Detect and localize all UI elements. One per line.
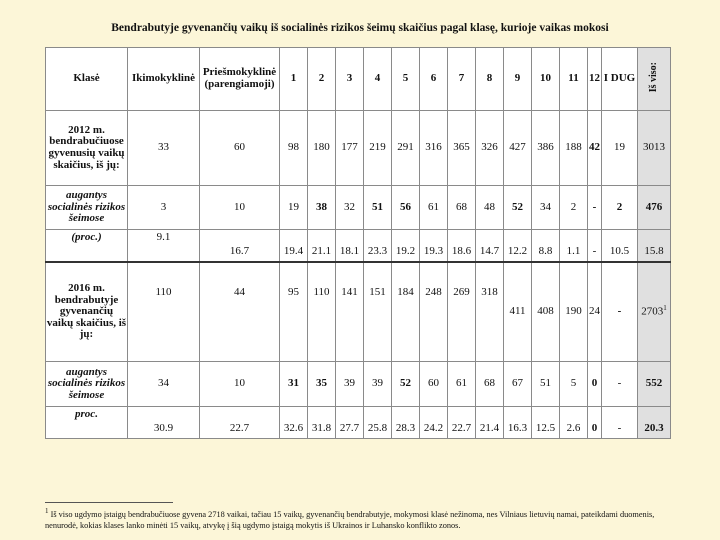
table-cell: 31 [280,362,308,407]
table-cell: 67 [504,362,532,407]
table-cell: 42 [588,111,602,186]
table-row [46,186,671,230]
table-cell: 408 [532,262,560,362]
table-cell: 19.4 [280,230,308,263]
footnote-mark: 1 [45,507,49,515]
header-cell: 4 [364,48,392,111]
table-cell: 39 [336,362,364,407]
table-cell: 2 [560,186,588,230]
table-cell: 18.1 [336,230,364,263]
table-header-row [46,48,671,111]
table-cell: 21.4 [476,407,504,439]
table-cell: 98 [280,111,308,186]
table-cell: 21.1 [308,230,336,263]
table-cell: 8.8 [532,230,560,263]
table-row [46,262,671,362]
table-cell: 16.3 [504,407,532,439]
table-cell: 32 [336,186,364,230]
footnote-text: Iš viso ugdymo įstaigų bendrabučiuose gyvena 2718 vaikai, tačiau 15 vaikų, gyvenančių bendrabutyje, mokymosi klasė nežinoma, nes Vilniaus lietuvių namai, pateikdami duomenis, nenurodė, kokias klases lanko minėti 15 vaikų, atvykę į šią ugdymo įstaigą mokytis iš Ukrainos ir Luhansko konflikto zonos. [45,509,655,530]
header-cell: 6 [420,48,448,111]
table-cell: 18.6 [448,230,476,263]
table-cell: 10 [200,362,280,407]
table-cell: 184 [392,262,420,362]
table-cell: 61 [420,186,448,230]
header-cell: 10 [532,48,560,111]
table-cell: 60 [420,362,448,407]
table-cell: 151 [364,262,392,362]
table-cell: 16.7 [200,230,280,263]
table-cell: 51 [364,186,392,230]
table-cell: 12.5 [532,407,560,439]
table-cell: - [602,407,638,439]
table-cell: 14.7 [476,230,504,263]
row-label: augantys socialinės rizikos šeimose [46,362,128,407]
table-cell: - [602,262,638,362]
table-cell: 2.6 [560,407,588,439]
footnote [45,507,685,531]
table-cell: 269 [448,262,476,362]
table-cell: 56 [392,186,420,230]
table-cell: 44 [200,262,280,362]
row-label: proc. [46,407,128,439]
table-cell: 68 [448,186,476,230]
table-cell: 25.8 [364,407,392,439]
table-cell: 411 [504,262,532,362]
total-cell: 20.3 [638,407,671,439]
table-cell: - [602,362,638,407]
table-cell: 35 [308,362,336,407]
table-cell: 19 [280,186,308,230]
header-cell: Klasė [46,48,128,111]
table-cell: - [588,230,602,263]
table-row [46,362,671,407]
table-cell: 427 [504,111,532,186]
table-cell: 188 [560,111,588,186]
table-cell: 34 [128,362,200,407]
table-cell: 23.3 [364,230,392,263]
table-cell: 52 [392,362,420,407]
table-cell: 177 [336,111,364,186]
data-table [45,47,671,439]
table-row [46,111,671,186]
table-cell: 34 [532,186,560,230]
header-cell: 1 [280,48,308,111]
table-cell: 51 [532,362,560,407]
header-cell: 9 [504,48,532,111]
row-label: augantys socialinės rizikos šeimose [46,186,128,230]
total-cell: 2703$^1$ [638,262,671,362]
table-cell: 68 [476,362,504,407]
total-cell: 15.8 [638,230,671,263]
table-cell: 110 [308,262,336,362]
table-cell: 39 [364,362,392,407]
header-cell: 5 [392,48,420,111]
table-cell: 365 [448,111,476,186]
table-cell: 10.5 [602,230,638,263]
table-cell: 32.6 [280,407,308,439]
table-cell: 5 [560,362,588,407]
row-label: 2016 m. bendrabutyje gyvenančių vaikų skaičius, iš jų: [46,262,128,362]
header-cell: 11 [560,48,588,111]
table-cell: 1.1 [560,230,588,263]
table-cell: 2 [602,186,638,230]
footnote-divider [45,502,173,503]
table-cell: 22.7 [448,407,476,439]
table-cell: 326 [476,111,504,186]
table-cell: 27.7 [336,407,364,439]
total-cell: 476 [638,186,671,230]
table-cell: 38 [308,186,336,230]
header-cell: 2 [308,48,336,111]
table-cell: 318 [476,262,504,362]
header-cell: 8 [476,48,504,111]
table-row [46,407,671,439]
table-cell: 248 [420,262,448,362]
table-cell: 48 [476,186,504,230]
table-cell: 190 [560,262,588,362]
table-cell: 22.7 [200,407,280,439]
table-cell: 52 [504,186,532,230]
table-cell: 12.2 [504,230,532,263]
header-cell: Priešmokyklinė (parengiamoji) [200,48,280,111]
table-cell: 9.1 [128,230,200,263]
header-cell-total: Iš viso: [638,48,671,111]
total-cell: 3013 [638,111,671,186]
table-cell: 291 [392,111,420,186]
header-cell: 7 [448,48,476,111]
table-cell: 110 [128,262,200,362]
row-label: 2012 m. bendrabučiuose gyvenusių vaikų skaičius, iš jų: [46,111,128,186]
page-title: Bendrabutyje gyvenančių vaikų iš socialinės rizikos šeimų skaičius pagal klasę, kurioje vaikas mokosi [111,22,609,34]
table-cell: 0 [588,407,602,439]
table-cell: 60 [200,111,280,186]
table-cell: 3 [128,186,200,230]
header-cell: I DUG [602,48,638,111]
table-cell: 19.2 [392,230,420,263]
table-cell: - [588,186,602,230]
table-cell: 19 [602,111,638,186]
table-cell: 10 [200,186,280,230]
header-cell: 3 [336,48,364,111]
table-cell: 141 [336,262,364,362]
table-cell: 0 [588,362,602,407]
row-label: (proc.) [46,230,128,263]
table-cell: 28.3 [392,407,420,439]
table-cell: 24.2 [420,407,448,439]
table-cell: 316 [420,111,448,186]
table-cell: 19.3 [420,230,448,263]
total-cell: 552 [638,362,671,407]
table-cell: 95 [280,262,308,362]
table-cell: 386 [532,111,560,186]
table-cell: 24 [588,262,602,362]
table-cell: 180 [308,111,336,186]
table-cell: 33 [128,111,200,186]
table-row [46,230,671,263]
table-cell: 30.9 [128,407,200,439]
table-cell: 31.8 [308,407,336,439]
header-cell: 12 [588,48,602,111]
table-cell: 61 [448,362,476,407]
header-cell: Ikimokyklinė [128,48,200,111]
table-cell: 219 [364,111,392,186]
